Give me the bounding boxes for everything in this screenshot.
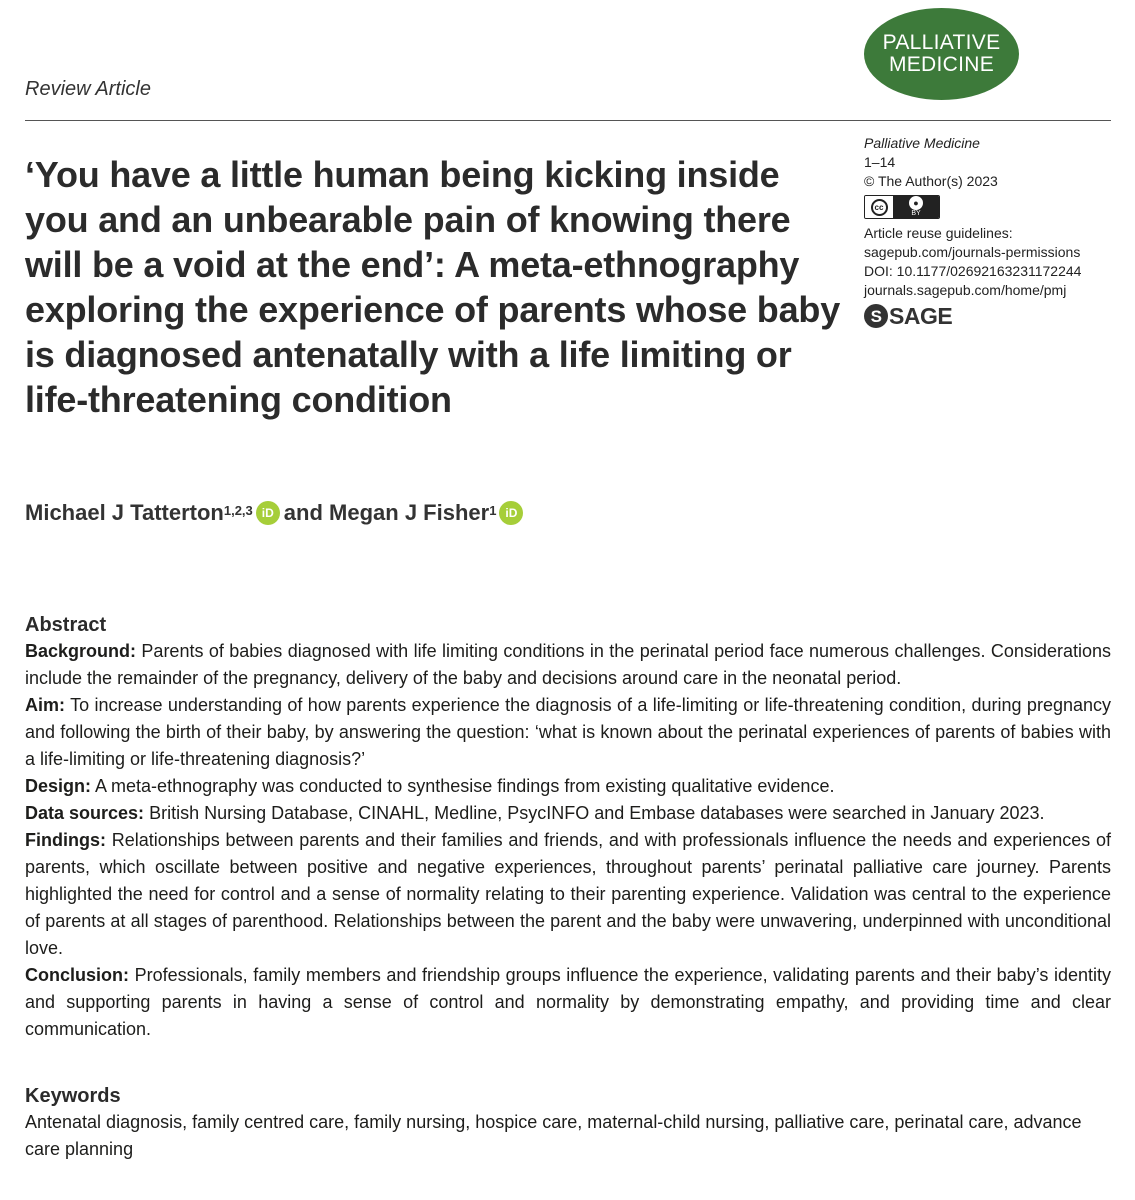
header-rule <box>25 120 1111 121</box>
attribution-person-icon: ● <box>909 196 923 210</box>
author-joiner: and <box>283 500 323 525</box>
abstract-data-sources: Data sources: British Nursing Database, CINAHL, Medline, PsycINFO and Embase databases were searched in January 2023. <box>25 803 1045 823</box>
abstract-aim: Aim: To increase understanding of how parents experience the diagnosis of a life-limiting or life-threatening condition, during pregnancy and following the birth of their baby, by answering the question: ‘what is known about the perinatal experiences of parents of babies with a life-limiting or life-threatening diagnosis?’ <box>25 695 1111 769</box>
meta-doi[interactable]: DOI: 10.1177/02692163231172244 <box>864 263 1082 279</box>
journal-logo <box>864 8 1019 100</box>
cc-icon: cc <box>871 199 888 216</box>
keywords-heading: Keywords <box>25 1085 121 1107</box>
sage-publisher-logo <box>864 304 1124 328</box>
meta-journal-link[interactable]: journals.sagepub.com/home/pmj <box>864 282 1067 298</box>
author-name: Michael J Tatterton <box>25 500 224 525</box>
meta-journal-name: Palliative Medicine <box>864 135 980 151</box>
abstract-design: Design: A meta-ethnography was conducted to synthesise findings from existing qualitative evidence. <box>25 776 835 796</box>
author-list <box>25 500 527 526</box>
author-name: Megan J Fisher <box>329 500 490 525</box>
cc-by-label: BY <box>911 210 921 217</box>
cc-by-license-badge[interactable] <box>864 195 940 219</box>
abstract-findings: Findings: Relationships between parents and their families and friends, and with professionals influence the needs and experiences of parents, which oscillate between positive and negative experiences, throughout parents’ perinatal palliative care journey. Parents highlighted the need for control and a sense of normality relating to their parenting experience. Validation was central to the experience of parents at all stages of parenthood. Relationships between the parent and the baby were unwavering, underpinned with unconditional love. <box>25 830 1111 958</box>
abstract-conclusion: Conclusion: Professionals, family members and friendship groups influence the experience, validating parents and their baby’s identity and supporting parents in having a sense of control and normality by demonstrating empathy, and providing time and clear communication. <box>25 965 1111 1039</box>
publisher-name: SAGE <box>889 302 953 329</box>
keywords-text: Antenatal diagnosis, family centred care, family nursing, hospice care, maternal-child nursing, palliative care, perinatal care, advance care planning <box>25 1112 1082 1159</box>
author-affiliations: 1 <box>489 502 497 518</box>
orcid-icon[interactable]: iD <box>256 501 280 525</box>
journal-logo-line1: PALLIATIVE <box>882 31 1001 54</box>
orcid-icon[interactable]: iD <box>499 501 523 525</box>
article-type: Review Article <box>25 78 151 100</box>
meta-reuse-label: Article reuse guidelines: <box>864 225 1013 241</box>
journal-logo-line2: MEDICINE <box>888 53 995 76</box>
keywords <box>25 1083 1111 1163</box>
sage-s-icon: S <box>864 304 888 328</box>
abstract <box>25 612 1111 1043</box>
meta-copyright: © The Author(s) 2023 <box>864 173 998 189</box>
article-title: ‘You have a little human being kicking inside you and an unbearable pain of knowing there will be a void at the end’: A meta-ethnography exploring the experience of parents whose baby is diagnosed antenatally with a life limiting or life-threatening condition <box>25 154 841 420</box>
meta-pages: 1–14 <box>864 154 896 170</box>
abstract-background: Background: Parents of babies diagnosed with life limiting conditions in the perinatal period face numerous challenges. Considerations include the remainder of the pregnancy, delivery of the baby and decisions around care in the neonatal period. <box>25 641 1111 688</box>
abstract-heading: Abstract <box>25 614 107 636</box>
author-affiliations: 1,2,3 <box>223 502 253 518</box>
article-meta <box>864 134 1124 328</box>
meta-reuse-link[interactable]: sagepub.com/journals-permissions <box>864 244 1081 260</box>
